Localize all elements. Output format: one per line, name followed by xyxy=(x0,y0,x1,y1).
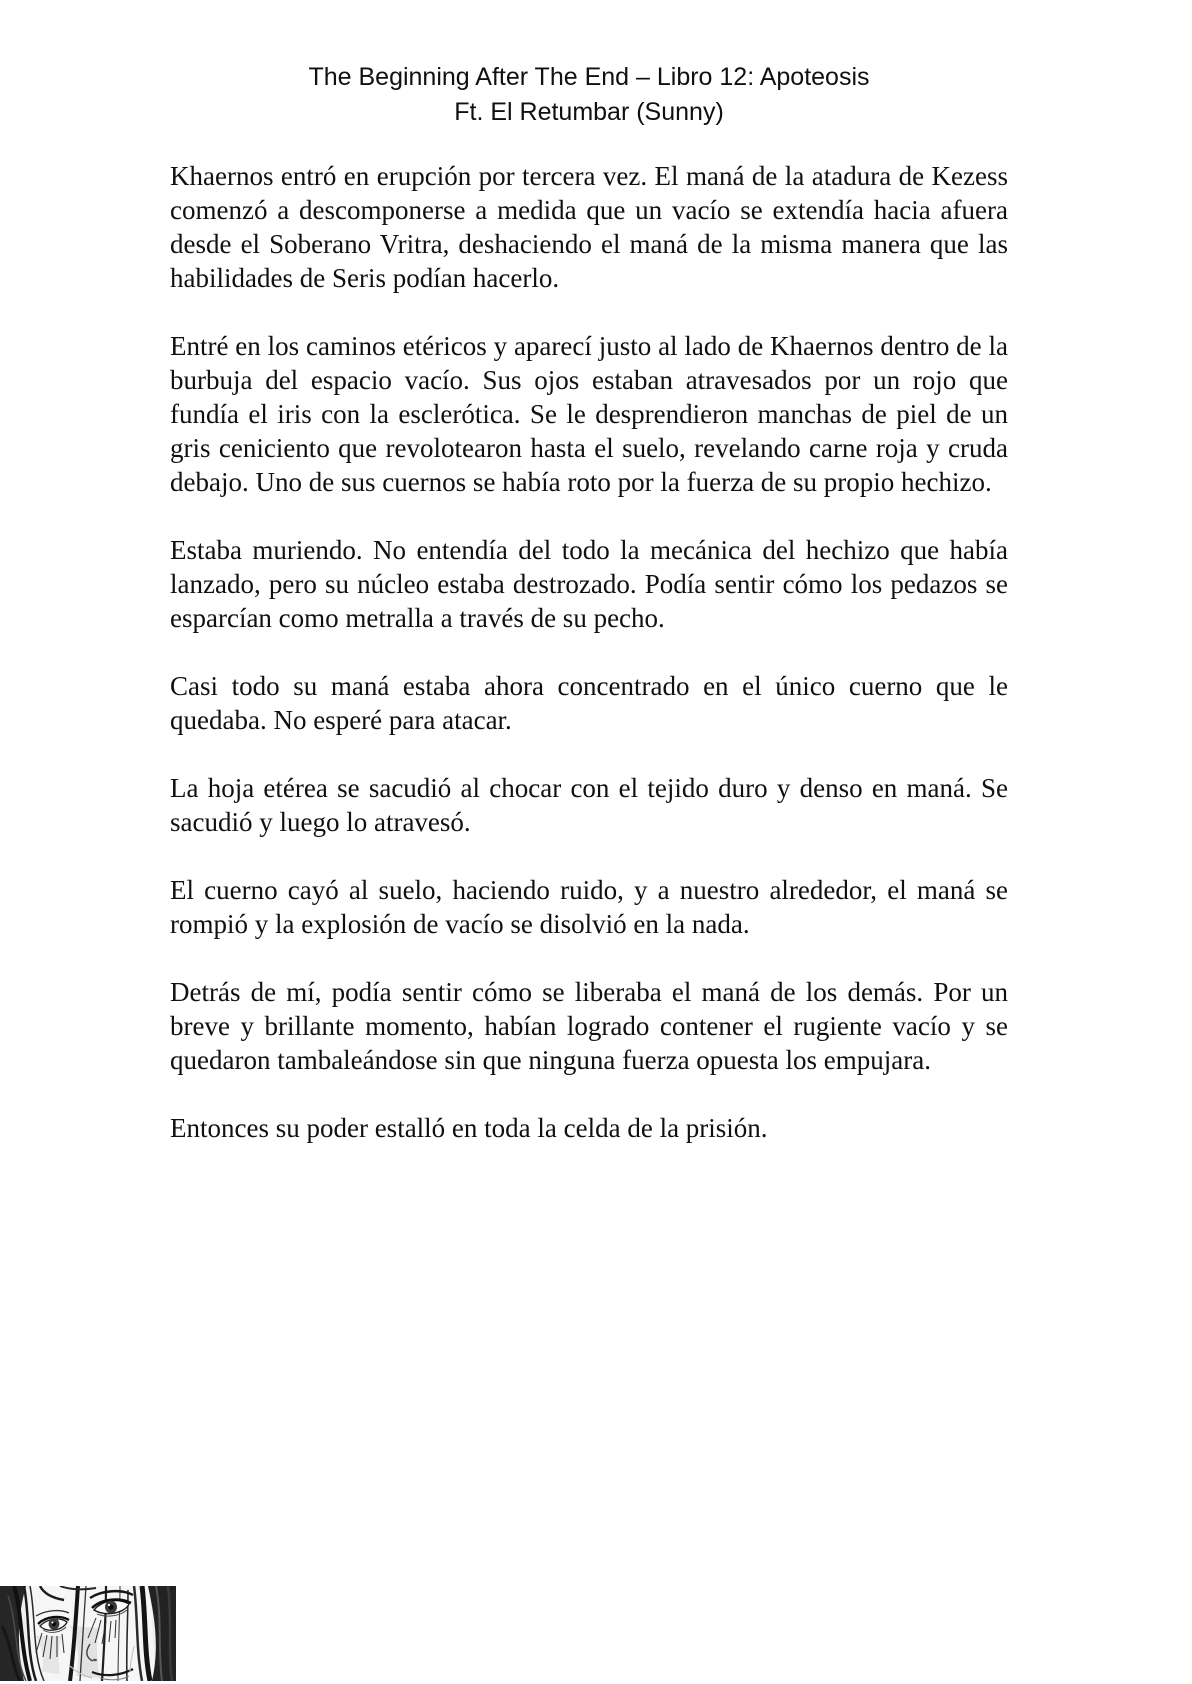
paragraph: Casi todo su maná estaba ahora concentrado en el único cuerno que le quedaba. No esperé para atacar. xyxy=(170,671,1008,735)
paragraph: El cuerno cayó al suelo, haciendo ruido, y a nuestro alrededor, el maná se rompió y la explosión de vacío se disolvió en la nada. xyxy=(170,875,1008,939)
document-title xyxy=(170,60,1008,130)
paragraph: Entré en los caminos etéricos y aparecí justo al lado de Khaernos dentro de la burbuja del espacio vacío. Sus ojos estaban atravesados por un rojo que fundía el iris con la esclerótica. Se le desprendieron manchas de piel de un gris ceniciento que revolotearon hasta el suelo, revelando carne roja y cruda debajo. Uno de sus cuernos se había roto por la fuerza de su propio hechizo. xyxy=(170,331,1008,497)
manga-face-image xyxy=(0,1586,176,1681)
paragraph: Detrás de mí, podía sentir cómo se liberaba el maná de los demás. Por un breve y brillante momento, habían logrado contener el rugiente vacío y se quedaron tambaleándose sin que ninguna fuerza opuesta los empujara. xyxy=(170,977,1008,1075)
paragraph: Entonces su poder estalló en toda la celda de la prisión. xyxy=(170,1113,768,1143)
title-line-2: Ft. El Retumbar (Sunny) xyxy=(454,98,724,126)
paragraph: La hoja etérea se sacudió al chocar con el tejido duro y denso en maná. Se sacudió y luego lo atravesó. xyxy=(170,773,1008,837)
paragraph: Khaernos entró en erupción por tercera vez. El maná de la atadura de Kezess comenzó a descomponerse a medida que un vacío se extendía hacia afuera desde el Soberano Vritra, deshaciendo el maná de la misma manera que las habilidades de Seris podían hacerlo. xyxy=(170,161,1008,293)
manga-face-illustration xyxy=(0,1586,176,1681)
title-line-1: The Beginning After The End – Libro 12: Apoteosis xyxy=(308,63,870,91)
document-body xyxy=(170,159,1008,1179)
paragraph: Estaba muriendo. No entendía del todo la mecánica del hechizo que había lanzado, pero su núcleo estaba destrozado. Podía sentir cómo los pedazos se esparcían como metralla a través de su pecho. xyxy=(170,535,1008,633)
